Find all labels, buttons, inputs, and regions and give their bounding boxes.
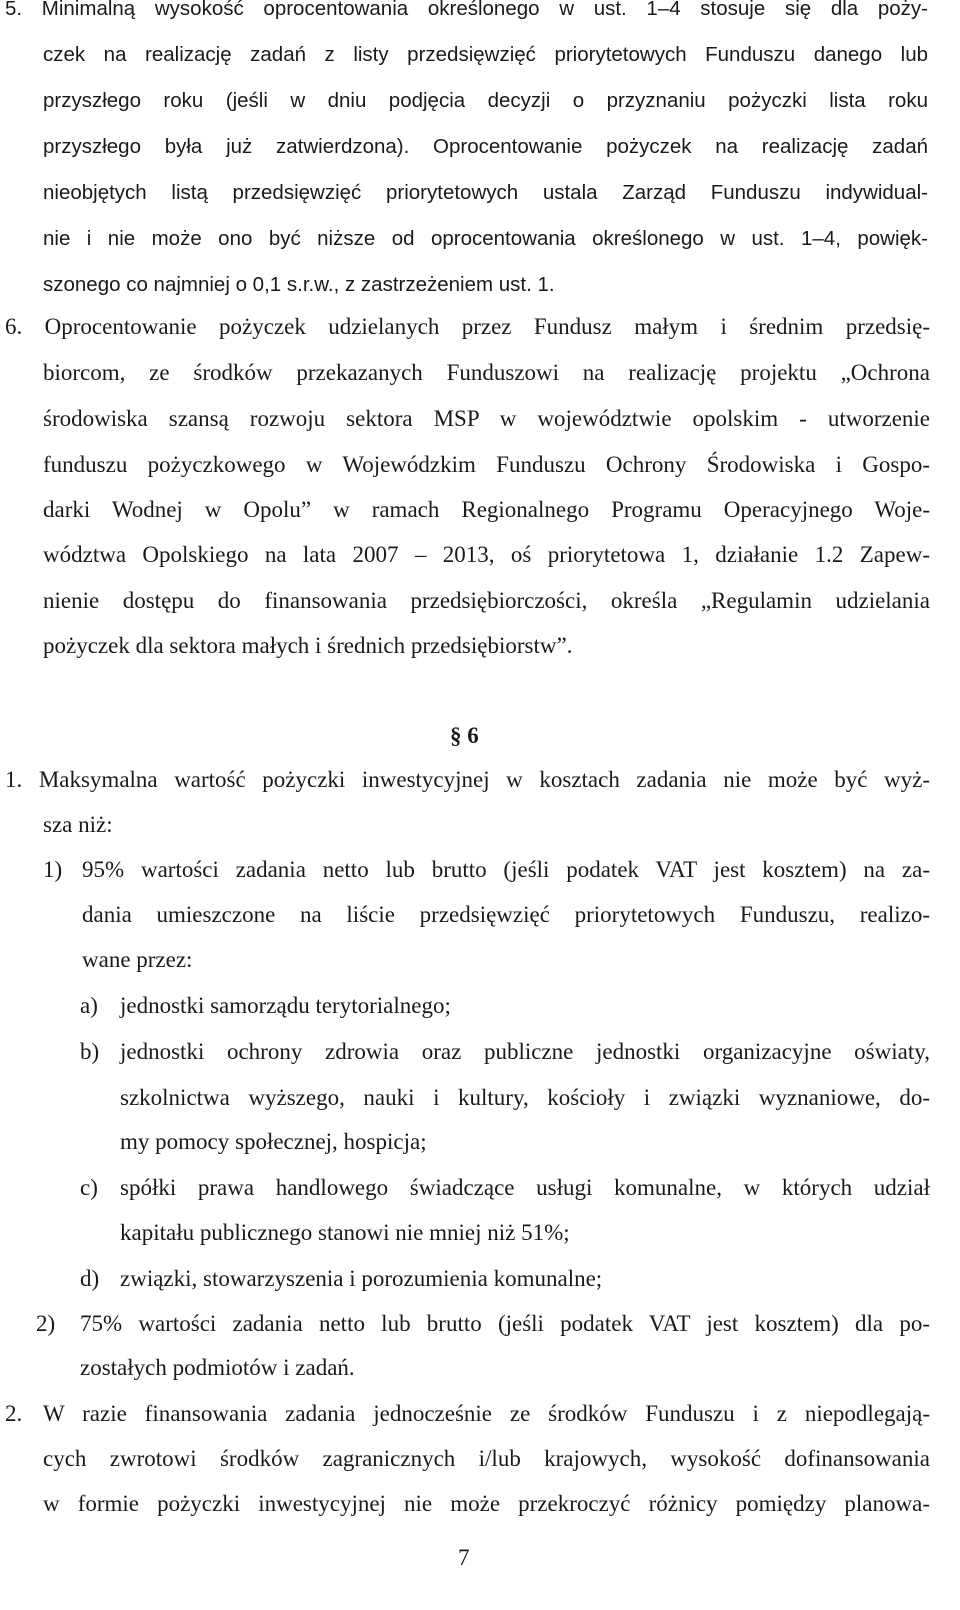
paragraph-6-line: darki Wodnej w Opolu” w ramach Regionalnego Programu Operacyjnego Woje- [43,497,930,522]
subitem-b-marker: b) [80,1039,100,1064]
section-heading: § 6 [450,723,479,748]
subitem-b-line: szkolnictwa wyższego, nauki i kultury, kościoły i związki wyznaniowe, do- [120,1085,930,1110]
point-2-line: w formie pożyczki inwestycyjnej nie może przekroczyć różnicy pomiędzy planowa- [43,1491,930,1516]
point-2-marker: 2. [5,1401,23,1426]
paragraph-6-line: środowiska szansą rozwoju sektora MSP w województwie opolskim - utworzenie [43,406,930,431]
page-number: 7 [458,1545,470,1570]
item-1-line: dania umieszczone na liście przedsięwzięć priorytetowych Funduszu, realizo- [82,902,930,927]
paragraph-6-line: 6. Oprocentowanie pożyczek udzielanych przez Fundusz małym i średnim przedsię- [5,314,930,339]
subitem-c-marker: c) [80,1175,98,1200]
subitem-a-line: jednostki samorządu terytorialnego; [120,993,451,1018]
subitem-c-line: spółki prawa handlowego świadczące usługi komunalne, w których udział [120,1175,930,1200]
paragraph-6-line: biorcom, ze środków przekazanych Funduszowi na realizację projektu „Ochrona [43,360,930,385]
item-1-line: 95% wartości zadania netto lub brutto (jeśli podatek VAT jest kosztem) na za- [82,857,930,882]
paragraph-5-line: 5. Minimalną wysokość oprocentowania określonego w ust. 1–4 stosuje się dla poży- [5,0,928,20]
paragraph-6-line: pożyczek dla sektora małych i średnich przedsiębiorstw”. [43,633,573,658]
subitem-b-line: jednostki ochrony zdrowia oraz publiczne jednostki organizacyjne oświaty, [120,1039,930,1064]
subitem-b-line: my pomocy społecznej, hospicja; [120,1129,427,1154]
paragraph-5-line: czek na realizację zadań z listy przedsięwzięć priorytetowych Funduszu danego lub [43,43,928,66]
point-1-line: sza niż: [43,812,113,837]
item-2-line: zostałych podmiotów i zadań. [80,1355,355,1380]
item-1-line: wane przez: [82,947,193,972]
paragraph-5-line: szonego co najmniej o 0,1 s.r.w., z zastrzeżeniem ust. 1. [43,273,555,296]
point-2-line: cych zwrotowi środków zagranicznych i/lub krajowych, wysokość dofinansowania [43,1446,930,1471]
paragraph-5-line: przyszłego roku (jeśli w dniu podjęcia decyzji o przyznaniu pożyczki lista roku [43,89,928,112]
item-2-marker: 2) [36,1311,56,1336]
paragraph-5-line: nieobjętych listą przedsięwzięć priorytetowych ustala Zarząd Funduszu indywidual- [43,181,928,204]
paragraph-5-line: przyszłego była już zatwierdzona). Oprocentowanie pożyczek na realizację zadań [43,135,928,158]
item-1-marker: 1) [43,857,63,882]
paragraph-6-line: wództwa Opolskiego na lata 2007 – 2013, oś priorytetowa 1, działanie 1.2 Zapew- [43,542,930,567]
paragraph-6-line: nienie dostępu do finansowania przedsiębiorczości, określa „Regulamin udzielania [43,588,930,613]
paragraph-6-line: funduszu pożyczkowego w Wojewódzkim Funduszu Ochrony Środowiska i Gospo- [43,452,930,477]
point-2-line: W razie finansowania zadania jednocześnie ze środków Funduszu i z niepodlegają- [43,1401,930,1426]
subitem-c-line: kapitału publicznego stanowi nie mniej niż 51%; [120,1220,570,1245]
point-1-line: 1. Maksymalna wartość pożyczki inwestycyjnej w kosztach zadania nie może być wyż- [5,767,930,792]
subitem-d-marker: d) [80,1266,100,1291]
subitem-d-line: związki, stowarzyszenia i porozumienia komunalne; [120,1266,603,1291]
paragraph-5-line: nie i nie może ono być niższe od oprocentowania określonego w ust. 1–4, powięk- [43,227,928,250]
subitem-a-marker: a) [80,993,98,1018]
item-2-line: 75% wartości zadania netto lub brutto (jeśli podatek VAT jest kosztem) dla po- [80,1311,930,1336]
